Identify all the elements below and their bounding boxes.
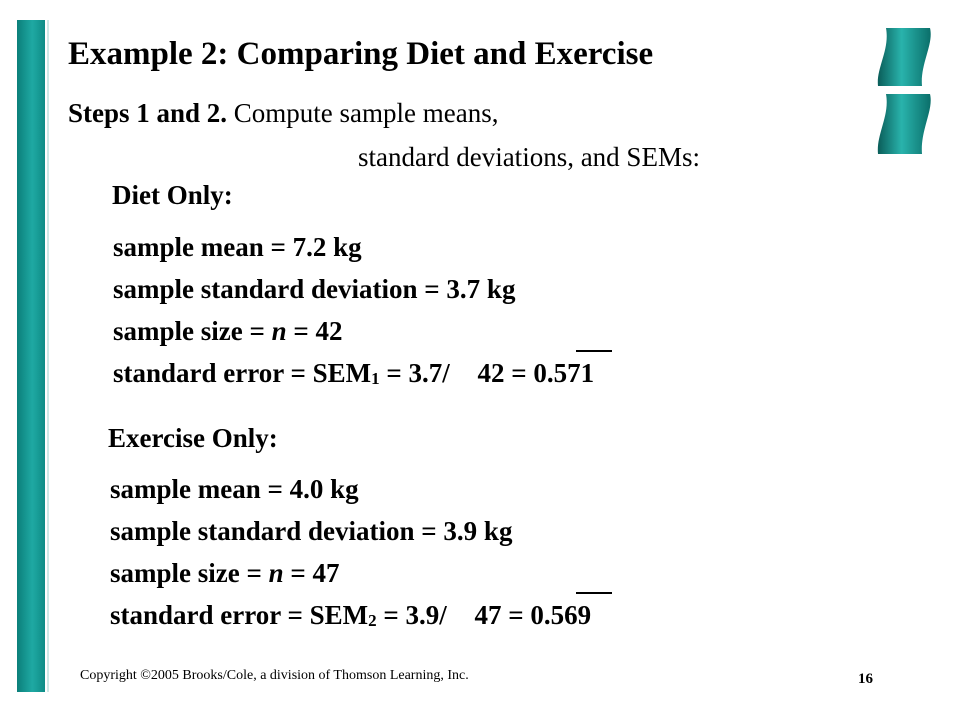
diet-se-sub: 1 <box>371 369 380 388</box>
exercise-se <box>110 600 591 631</box>
page-number: 16 <box>858 671 873 687</box>
steps-text-line1: Compute sample means, <box>233 98 499 128</box>
diet-size <box>113 316 343 347</box>
exercise-se-suffix: = 3.9/ 47 = 0.569 <box>376 600 571 630</box>
diet-size-prefix: sample size = <box>113 316 272 346</box>
exercise-se-prefix: standard error = SEM <box>110 600 369 630</box>
diet-size-suffix: = 42 <box>286 316 343 346</box>
copyright-notice: Copyright ©2005 Brooks/Cole, a division of Thomson Learning, Inc. <box>80 668 469 683</box>
exercise-se-sub: 2 <box>368 611 377 630</box>
exercise-heading: Exercise Only: <box>108 423 278 453</box>
exercise-size-prefix: sample size = <box>110 558 269 588</box>
exercise-size-var: n <box>268 558 284 588</box>
steps-intro <box>68 98 499 129</box>
diet-se-prefix: standard error = SEM <box>113 358 372 388</box>
exercise-mean: sample mean = 4.0 kg <box>110 474 359 504</box>
diet-heading: Diet Only: <box>112 180 233 210</box>
steps-label: Steps 1 and 2. <box>68 98 228 128</box>
diet-sd: sample standard deviation = 3.7 kg <box>113 274 516 304</box>
left-accent-bar <box>17 20 45 692</box>
teal-wave-logo-icon <box>872 24 934 158</box>
steps-text-line2: standard deviations, and SEMs: <box>358 142 700 172</box>
diet-size-var: n <box>271 316 287 346</box>
exercise-size-suffix: = 47 <box>283 558 340 588</box>
exercise-sqrt-bar <box>576 592 612 594</box>
slide-title: Example 2: Comparing Diet and Exercise <box>68 36 654 72</box>
left-accent-divider <box>47 20 49 692</box>
exercise-size <box>110 558 340 589</box>
diet-se <box>113 358 594 389</box>
exercise-sd: sample standard deviation = 3.9 kg <box>110 516 513 546</box>
diet-se-suffix: = 3.7/ 42 = 0.571 <box>379 358 574 388</box>
diet-sqrt-bar <box>576 350 612 352</box>
diet-mean: sample mean = 7.2 kg <box>113 232 362 262</box>
